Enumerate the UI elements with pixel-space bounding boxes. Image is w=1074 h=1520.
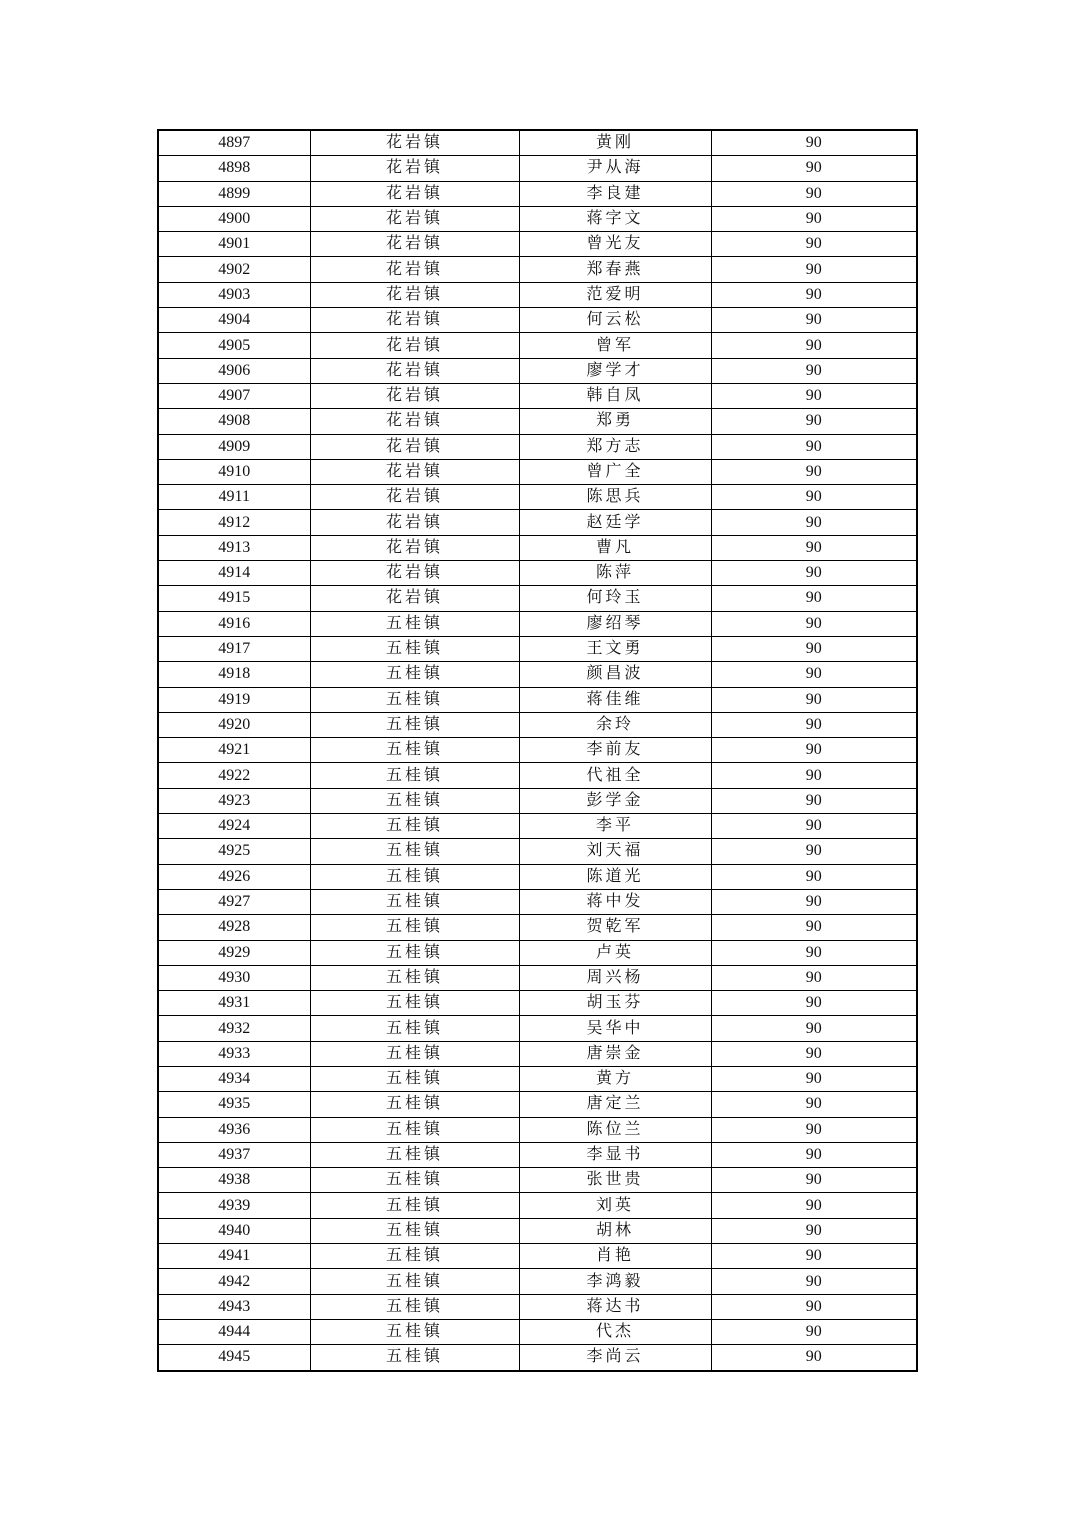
score-cell: 90 bbox=[711, 561, 917, 586]
serial-number-cell: 4899 bbox=[158, 181, 310, 206]
serial-number-cell: 4926 bbox=[158, 864, 310, 889]
table-row bbox=[158, 1269, 917, 1294]
town-cell: 花岩镇 bbox=[310, 561, 519, 586]
person-name-cell: 廖学才 bbox=[519, 358, 711, 383]
town-cell: 五桂镇 bbox=[310, 1168, 519, 1193]
serial-number-cell: 4933 bbox=[158, 1041, 310, 1066]
score-cell: 90 bbox=[711, 1117, 917, 1142]
table-row bbox=[158, 257, 917, 282]
serial-number-cell: 4922 bbox=[158, 763, 310, 788]
town-cell: 五桂镇 bbox=[310, 1092, 519, 1117]
town-cell: 五桂镇 bbox=[310, 712, 519, 737]
town-cell: 花岩镇 bbox=[310, 333, 519, 358]
person-name-cell: 郑勇 bbox=[519, 409, 711, 434]
roster-body bbox=[158, 130, 917, 1371]
town-cell: 五桂镇 bbox=[310, 611, 519, 636]
table-row bbox=[158, 1345, 917, 1371]
table-row bbox=[158, 181, 917, 206]
table-row bbox=[158, 333, 917, 358]
serial-number-cell: 4910 bbox=[158, 459, 310, 484]
town-cell: 五桂镇 bbox=[310, 1016, 519, 1041]
score-cell: 90 bbox=[711, 282, 917, 307]
person-name-cell: 王文勇 bbox=[519, 636, 711, 661]
person-name-cell: 郑方志 bbox=[519, 434, 711, 459]
score-cell: 90 bbox=[711, 864, 917, 889]
table-row bbox=[158, 915, 917, 940]
town-cell: 五桂镇 bbox=[310, 915, 519, 940]
score-cell: 90 bbox=[711, 738, 917, 763]
person-name-cell: 蒋字文 bbox=[519, 206, 711, 231]
person-name-cell: 刘天福 bbox=[519, 839, 711, 864]
table-row bbox=[158, 687, 917, 712]
person-name-cell: 李良建 bbox=[519, 181, 711, 206]
table-row bbox=[158, 712, 917, 737]
score-cell: 90 bbox=[711, 1294, 917, 1319]
roster-table bbox=[157, 129, 918, 1372]
score-cell: 90 bbox=[711, 1269, 917, 1294]
town-cell: 五桂镇 bbox=[310, 1066, 519, 1091]
table-row bbox=[158, 662, 917, 687]
table-row bbox=[158, 1016, 917, 1041]
table-row bbox=[158, 1142, 917, 1167]
town-cell: 五桂镇 bbox=[310, 1117, 519, 1142]
person-name-cell: 卢英 bbox=[519, 940, 711, 965]
table-row bbox=[158, 561, 917, 586]
score-cell: 90 bbox=[711, 358, 917, 383]
score-cell: 90 bbox=[711, 156, 917, 181]
town-cell: 五桂镇 bbox=[310, 788, 519, 813]
table-row bbox=[158, 156, 917, 181]
score-cell: 90 bbox=[711, 383, 917, 408]
person-name-cell: 黄方 bbox=[519, 1066, 711, 1091]
person-name-cell: 郑春燕 bbox=[519, 257, 711, 282]
serial-number-cell: 4898 bbox=[158, 156, 310, 181]
person-name-cell: 李平 bbox=[519, 814, 711, 839]
table-row bbox=[158, 991, 917, 1016]
serial-number-cell: 4909 bbox=[158, 434, 310, 459]
table-row bbox=[158, 383, 917, 408]
serial-number-cell: 4938 bbox=[158, 1168, 310, 1193]
person-name-cell: 赵廷学 bbox=[519, 510, 711, 535]
table-row bbox=[158, 232, 917, 257]
serial-number-cell: 4908 bbox=[158, 409, 310, 434]
town-cell: 五桂镇 bbox=[310, 1345, 519, 1371]
person-name-cell: 周兴杨 bbox=[519, 965, 711, 990]
person-name-cell: 陈萍 bbox=[519, 561, 711, 586]
town-cell: 花岩镇 bbox=[310, 257, 519, 282]
score-cell: 90 bbox=[711, 510, 917, 535]
score-cell: 90 bbox=[711, 636, 917, 661]
person-name-cell: 曾光友 bbox=[519, 232, 711, 257]
person-name-cell: 唐崇金 bbox=[519, 1041, 711, 1066]
score-cell: 90 bbox=[711, 1066, 917, 1091]
score-cell: 90 bbox=[711, 206, 917, 231]
town-cell: 花岩镇 bbox=[310, 459, 519, 484]
serial-number-cell: 4923 bbox=[158, 788, 310, 813]
town-cell: 五桂镇 bbox=[310, 1041, 519, 1066]
person-name-cell: 廖绍琴 bbox=[519, 611, 711, 636]
score-cell: 90 bbox=[711, 1092, 917, 1117]
person-name-cell: 李鸿毅 bbox=[519, 1269, 711, 1294]
town-cell: 五桂镇 bbox=[310, 1193, 519, 1218]
score-cell: 90 bbox=[711, 687, 917, 712]
table-row bbox=[158, 308, 917, 333]
serial-number-cell: 4914 bbox=[158, 561, 310, 586]
person-name-cell: 陈位兰 bbox=[519, 1117, 711, 1142]
person-name-cell: 李前友 bbox=[519, 738, 711, 763]
score-cell: 90 bbox=[711, 308, 917, 333]
person-name-cell: 肖艳 bbox=[519, 1244, 711, 1269]
town-cell: 五桂镇 bbox=[310, 940, 519, 965]
table-row bbox=[158, 434, 917, 459]
table-row bbox=[158, 1041, 917, 1066]
serial-number-cell: 4932 bbox=[158, 1016, 310, 1041]
score-cell: 90 bbox=[711, 586, 917, 611]
serial-number-cell: 4901 bbox=[158, 232, 310, 257]
table-row bbox=[158, 1168, 917, 1193]
town-cell: 五桂镇 bbox=[310, 889, 519, 914]
score-cell: 90 bbox=[711, 788, 917, 813]
score-cell: 90 bbox=[711, 130, 917, 156]
serial-number-cell: 4917 bbox=[158, 636, 310, 661]
serial-number-cell: 4897 bbox=[158, 130, 310, 156]
serial-number-cell: 4907 bbox=[158, 383, 310, 408]
table-row bbox=[158, 586, 917, 611]
score-cell: 90 bbox=[711, 814, 917, 839]
person-name-cell: 尹从海 bbox=[519, 156, 711, 181]
town-cell: 花岩镇 bbox=[310, 434, 519, 459]
table-row bbox=[158, 1066, 917, 1091]
serial-number-cell: 4935 bbox=[158, 1092, 310, 1117]
person-name-cell: 曹凡 bbox=[519, 535, 711, 560]
town-cell: 花岩镇 bbox=[310, 232, 519, 257]
town-cell: 花岩镇 bbox=[310, 383, 519, 408]
town-cell: 五桂镇 bbox=[310, 636, 519, 661]
score-cell: 90 bbox=[711, 1041, 917, 1066]
town-cell: 花岩镇 bbox=[310, 282, 519, 307]
score-cell: 90 bbox=[711, 257, 917, 282]
serial-number-cell: 4928 bbox=[158, 915, 310, 940]
table-row bbox=[158, 738, 917, 763]
table-row bbox=[158, 611, 917, 636]
serial-number-cell: 4906 bbox=[158, 358, 310, 383]
score-cell: 90 bbox=[711, 232, 917, 257]
score-cell: 90 bbox=[711, 181, 917, 206]
serial-number-cell: 4925 bbox=[158, 839, 310, 864]
table-row bbox=[158, 1218, 917, 1243]
town-cell: 五桂镇 bbox=[310, 1319, 519, 1344]
serial-number-cell: 4900 bbox=[158, 206, 310, 231]
table-row bbox=[158, 206, 917, 231]
table-row bbox=[158, 459, 917, 484]
score-cell: 90 bbox=[711, 839, 917, 864]
serial-number-cell: 4924 bbox=[158, 814, 310, 839]
serial-number-cell: 4920 bbox=[158, 712, 310, 737]
person-name-cell: 韩自凤 bbox=[519, 383, 711, 408]
serial-number-cell: 4912 bbox=[158, 510, 310, 535]
score-cell: 90 bbox=[711, 434, 917, 459]
town-cell: 五桂镇 bbox=[310, 1294, 519, 1319]
table-row bbox=[158, 282, 917, 307]
table-row bbox=[158, 510, 917, 535]
table-row bbox=[158, 1117, 917, 1142]
town-cell: 五桂镇 bbox=[310, 662, 519, 687]
town-cell: 五桂镇 bbox=[310, 1218, 519, 1243]
score-cell: 90 bbox=[711, 611, 917, 636]
table-row bbox=[158, 763, 917, 788]
score-cell: 90 bbox=[711, 1319, 917, 1344]
town-cell: 五桂镇 bbox=[310, 814, 519, 839]
serial-number-cell: 4934 bbox=[158, 1066, 310, 1091]
serial-number-cell: 4942 bbox=[158, 1269, 310, 1294]
town-cell: 花岩镇 bbox=[310, 586, 519, 611]
person-name-cell: 刘英 bbox=[519, 1193, 711, 1218]
table-row bbox=[158, 1244, 917, 1269]
serial-number-cell: 4919 bbox=[158, 687, 310, 712]
person-name-cell: 何云松 bbox=[519, 308, 711, 333]
person-name-cell: 胡林 bbox=[519, 1218, 711, 1243]
town-cell: 五桂镇 bbox=[310, 991, 519, 1016]
town-cell: 花岩镇 bbox=[310, 485, 519, 510]
table-row bbox=[158, 1294, 917, 1319]
person-name-cell: 李尚云 bbox=[519, 1345, 711, 1371]
serial-number-cell: 4903 bbox=[158, 282, 310, 307]
table-row bbox=[158, 1319, 917, 1344]
score-cell: 90 bbox=[711, 1016, 917, 1041]
table-row bbox=[158, 788, 917, 813]
serial-number-cell: 4929 bbox=[158, 940, 310, 965]
table-row bbox=[158, 965, 917, 990]
score-cell: 90 bbox=[711, 991, 917, 1016]
town-cell: 花岩镇 bbox=[310, 206, 519, 231]
town-cell: 五桂镇 bbox=[310, 763, 519, 788]
table-row bbox=[158, 1193, 917, 1218]
serial-number-cell: 4944 bbox=[158, 1319, 310, 1344]
table-row bbox=[158, 839, 917, 864]
serial-number-cell: 4943 bbox=[158, 1294, 310, 1319]
table-row bbox=[158, 940, 917, 965]
person-name-cell: 蒋中发 bbox=[519, 889, 711, 914]
person-name-cell: 代祖全 bbox=[519, 763, 711, 788]
score-cell: 90 bbox=[711, 940, 917, 965]
score-cell: 90 bbox=[711, 889, 917, 914]
serial-number-cell: 4931 bbox=[158, 991, 310, 1016]
score-cell: 90 bbox=[711, 1142, 917, 1167]
town-cell: 花岩镇 bbox=[310, 535, 519, 560]
town-cell: 花岩镇 bbox=[310, 181, 519, 206]
serial-number-cell: 4902 bbox=[158, 257, 310, 282]
table-row bbox=[158, 864, 917, 889]
town-cell: 五桂镇 bbox=[310, 738, 519, 763]
serial-number-cell: 4939 bbox=[158, 1193, 310, 1218]
town-cell: 五桂镇 bbox=[310, 687, 519, 712]
serial-number-cell: 4940 bbox=[158, 1218, 310, 1243]
score-cell: 90 bbox=[711, 1345, 917, 1371]
person-name-cell: 曾广全 bbox=[519, 459, 711, 484]
town-cell: 五桂镇 bbox=[310, 1244, 519, 1269]
town-cell: 花岩镇 bbox=[310, 358, 519, 383]
serial-number-cell: 4927 bbox=[158, 889, 310, 914]
person-name-cell: 蒋达书 bbox=[519, 1294, 711, 1319]
score-cell: 90 bbox=[711, 1244, 917, 1269]
table-row bbox=[158, 889, 917, 914]
score-cell: 90 bbox=[711, 485, 917, 510]
serial-number-cell: 4916 bbox=[158, 611, 310, 636]
town-cell: 花岩镇 bbox=[310, 510, 519, 535]
table-row bbox=[158, 1092, 917, 1117]
person-name-cell: 黄刚 bbox=[519, 130, 711, 156]
person-name-cell: 张世贵 bbox=[519, 1168, 711, 1193]
person-name-cell: 胡玉芬 bbox=[519, 991, 711, 1016]
person-name-cell: 代杰 bbox=[519, 1319, 711, 1344]
serial-number-cell: 4945 bbox=[158, 1345, 310, 1371]
serial-number-cell: 4937 bbox=[158, 1142, 310, 1167]
person-name-cell: 何玲玉 bbox=[519, 586, 711, 611]
person-name-cell: 吴华中 bbox=[519, 1016, 711, 1041]
score-cell: 90 bbox=[711, 459, 917, 484]
table-row bbox=[158, 485, 917, 510]
person-name-cell: 颜昌波 bbox=[519, 662, 711, 687]
town-cell: 五桂镇 bbox=[310, 1269, 519, 1294]
score-cell: 90 bbox=[711, 409, 917, 434]
person-name-cell: 李显书 bbox=[519, 1142, 711, 1167]
score-cell: 90 bbox=[711, 712, 917, 737]
table-row bbox=[158, 636, 917, 661]
serial-number-cell: 4918 bbox=[158, 662, 310, 687]
table-row bbox=[158, 814, 917, 839]
town-cell: 花岩镇 bbox=[310, 156, 519, 181]
person-name-cell: 范爱明 bbox=[519, 282, 711, 307]
person-name-cell: 唐定兰 bbox=[519, 1092, 711, 1117]
serial-number-cell: 4911 bbox=[158, 485, 310, 510]
person-name-cell: 贺乾军 bbox=[519, 915, 711, 940]
serial-number-cell: 4936 bbox=[158, 1117, 310, 1142]
town-cell: 花岩镇 bbox=[310, 308, 519, 333]
table-row bbox=[158, 130, 917, 156]
score-cell: 90 bbox=[711, 662, 917, 687]
score-cell: 90 bbox=[711, 965, 917, 990]
town-cell: 花岩镇 bbox=[310, 409, 519, 434]
score-cell: 90 bbox=[711, 333, 917, 358]
serial-number-cell: 4905 bbox=[158, 333, 310, 358]
town-cell: 五桂镇 bbox=[310, 864, 519, 889]
person-name-cell: 彭学金 bbox=[519, 788, 711, 813]
serial-number-cell: 4941 bbox=[158, 1244, 310, 1269]
score-cell: 90 bbox=[711, 1193, 917, 1218]
score-cell: 90 bbox=[711, 535, 917, 560]
serial-number-cell: 4921 bbox=[158, 738, 310, 763]
score-cell: 90 bbox=[711, 915, 917, 940]
serial-number-cell: 4913 bbox=[158, 535, 310, 560]
table-row bbox=[158, 358, 917, 383]
person-name-cell: 陈思兵 bbox=[519, 485, 711, 510]
serial-number-cell: 4930 bbox=[158, 965, 310, 990]
serial-number-cell: 4915 bbox=[158, 586, 310, 611]
town-cell: 花岩镇 bbox=[310, 130, 519, 156]
town-cell: 五桂镇 bbox=[310, 965, 519, 990]
score-cell: 90 bbox=[711, 1218, 917, 1243]
person-name-cell: 余玲 bbox=[519, 712, 711, 737]
score-cell: 90 bbox=[711, 763, 917, 788]
town-cell: 五桂镇 bbox=[310, 1142, 519, 1167]
person-name-cell: 曾军 bbox=[519, 333, 711, 358]
table-row bbox=[158, 535, 917, 560]
person-name-cell: 蒋佳维 bbox=[519, 687, 711, 712]
table-row bbox=[158, 409, 917, 434]
score-cell: 90 bbox=[711, 1168, 917, 1193]
person-name-cell: 陈道光 bbox=[519, 864, 711, 889]
town-cell: 五桂镇 bbox=[310, 839, 519, 864]
serial-number-cell: 4904 bbox=[158, 308, 310, 333]
